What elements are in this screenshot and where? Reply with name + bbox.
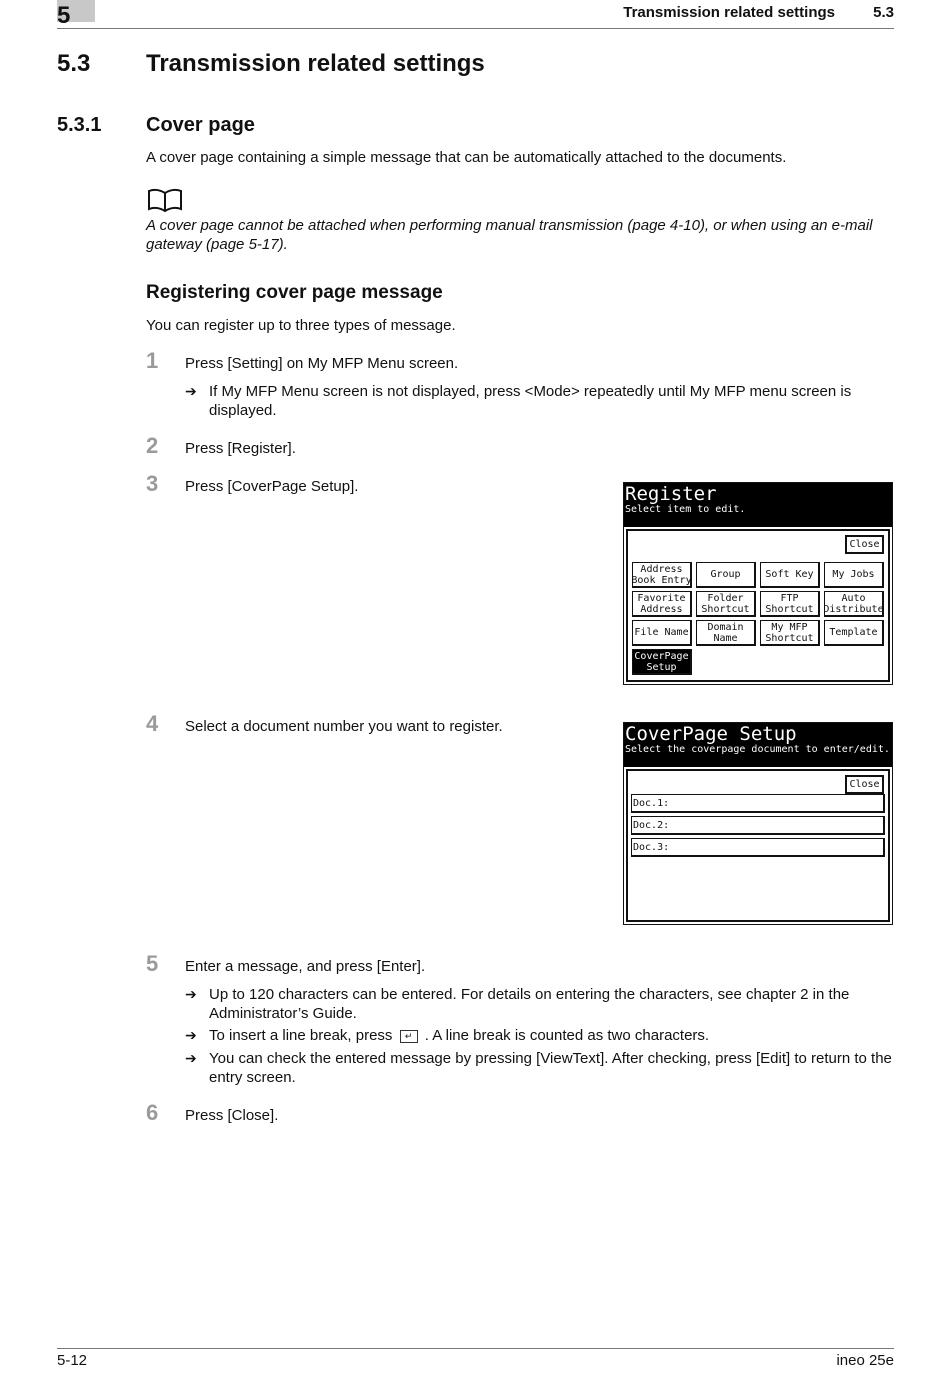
arrow-icon: ➔ <box>185 986 197 1002</box>
enter-key-icon: ↵ <box>400 1030 418 1043</box>
soft-key-button[interactable]: Soft Key <box>760 562 820 588</box>
step-subnote <box>209 1026 893 1045</box>
header-section: 5.3 <box>873 4 894 21</box>
step-number: 3 <box>146 471 159 496</box>
subsection-title: Cover page <box>146 114 255 136</box>
book-icon <box>147 187 183 218</box>
header-title: Transmission related settings <box>623 4 835 21</box>
address-book-entry-button[interactable]: Address Book Entry <box>632 562 692 588</box>
product-name: ineo 25e <box>836 1352 894 1369</box>
coverpage-setup-button[interactable]: CoverPage Setup <box>632 649 692 675</box>
auto-distribute-button[interactable]: Auto Distribute <box>824 591 884 617</box>
step-number: 2 <box>146 433 159 458</box>
coverpage-screen-frame <box>626 769 890 922</box>
doc-2-row[interactable]: Doc.2: <box>631 816 885 835</box>
step-number: 1 <box>146 348 159 373</box>
arrow-icon: ➔ <box>185 383 197 399</box>
footer-rule <box>57 1348 894 1349</box>
arrow-icon: ➔ <box>185 1050 197 1066</box>
step-subnote: If My MFP Menu screen is not displayed, press <Mode> repeatedly until My MFP menu screen is displayed. <box>209 383 852 419</box>
step-text: Press [Close]. <box>185 1107 279 1124</box>
coverpage-screen-title: CoverPage Setup <box>625 723 797 745</box>
doc-3-row[interactable]: Doc.3: <box>631 838 885 857</box>
doc-1-row[interactable]: Doc.1: <box>631 794 885 813</box>
step-text: Select a document number you want to register. <box>185 718 503 735</box>
register-screen-frame <box>626 529 890 682</box>
coverpage-screen-header <box>624 723 892 767</box>
close-button[interactable]: Close <box>845 775 884 794</box>
ftp-shortcut-button[interactable]: FTP Shortcut <box>760 591 820 617</box>
step-text: Press [Register]. <box>185 440 296 457</box>
intro-text: A cover page containing a simple message that can be automatically attached to the documents. <box>146 149 787 166</box>
file-name-button[interactable]: File Name <box>632 620 692 646</box>
register-screen-title: Register <box>625 483 717 505</box>
step-text: Press [CoverPage Setup]. <box>185 478 359 495</box>
close-button[interactable]: Close <box>845 535 884 554</box>
subsection-number: 5.3.1 <box>57 114 102 136</box>
step-number: 4 <box>146 711 159 736</box>
subintro-text: You can register up to three types of message. <box>146 317 456 334</box>
step-subnote-part: To insert a line break, press <box>209 1027 393 1044</box>
step-text: Enter a message, and press [Enter]. <box>185 958 426 975</box>
note-text: A cover page cannot be attached when performing manual transmission (page 4-10), or when using an e-mail gateway (page 5-17). <box>146 217 873 253</box>
coverpage-screen-subtitle: Select the coverpage document to enter/edit. <box>625 744 890 755</box>
coverpage-setup-screen <box>623 722 893 925</box>
step-subnote: Up to 120 characters can be entered. For details on entering the characters, see chapter 2 in the Administrator’s Guide. <box>209 986 850 1022</box>
step-text: Press [Setting] on My MFP Menu screen. <box>185 355 459 372</box>
folder-shortcut-button[interactable]: Folder Shortcut <box>696 591 756 617</box>
register-screen <box>623 482 893 685</box>
register-screen-subtitle: Select item to edit. <box>625 504 746 515</box>
chapter-number: 5 <box>57 2 71 29</box>
step-subnote: You can check the entered message by pressing [ViewText]. After checking, press [Edit] to return to the entry screen. <box>209 1050 892 1086</box>
step-number: 6 <box>146 1100 159 1125</box>
template-button[interactable]: Template <box>824 620 884 646</box>
favorite-address-button[interactable]: Favorite Address <box>632 591 692 617</box>
arrow-icon: ➔ <box>185 1027 197 1043</box>
register-screen-header <box>624 483 892 527</box>
my-jobs-button[interactable]: My Jobs <box>824 562 884 588</box>
subheading: Registering cover page message <box>146 282 443 303</box>
step-number: 5 <box>146 951 159 976</box>
step-subnote-part: . A line break is counted as two characters. <box>424 1027 710 1044</box>
header-rule <box>57 28 894 29</box>
domain-name-button[interactable]: Domain Name <box>696 620 756 646</box>
section-title: Transmission related settings <box>146 50 485 77</box>
page-number: 5-12 <box>57 1352 88 1369</box>
group-button[interactable]: Group <box>696 562 756 588</box>
section-number: 5.3 <box>57 50 91 77</box>
my-mfp-shortcut-button[interactable]: My MFP Shortcut <box>760 620 820 646</box>
